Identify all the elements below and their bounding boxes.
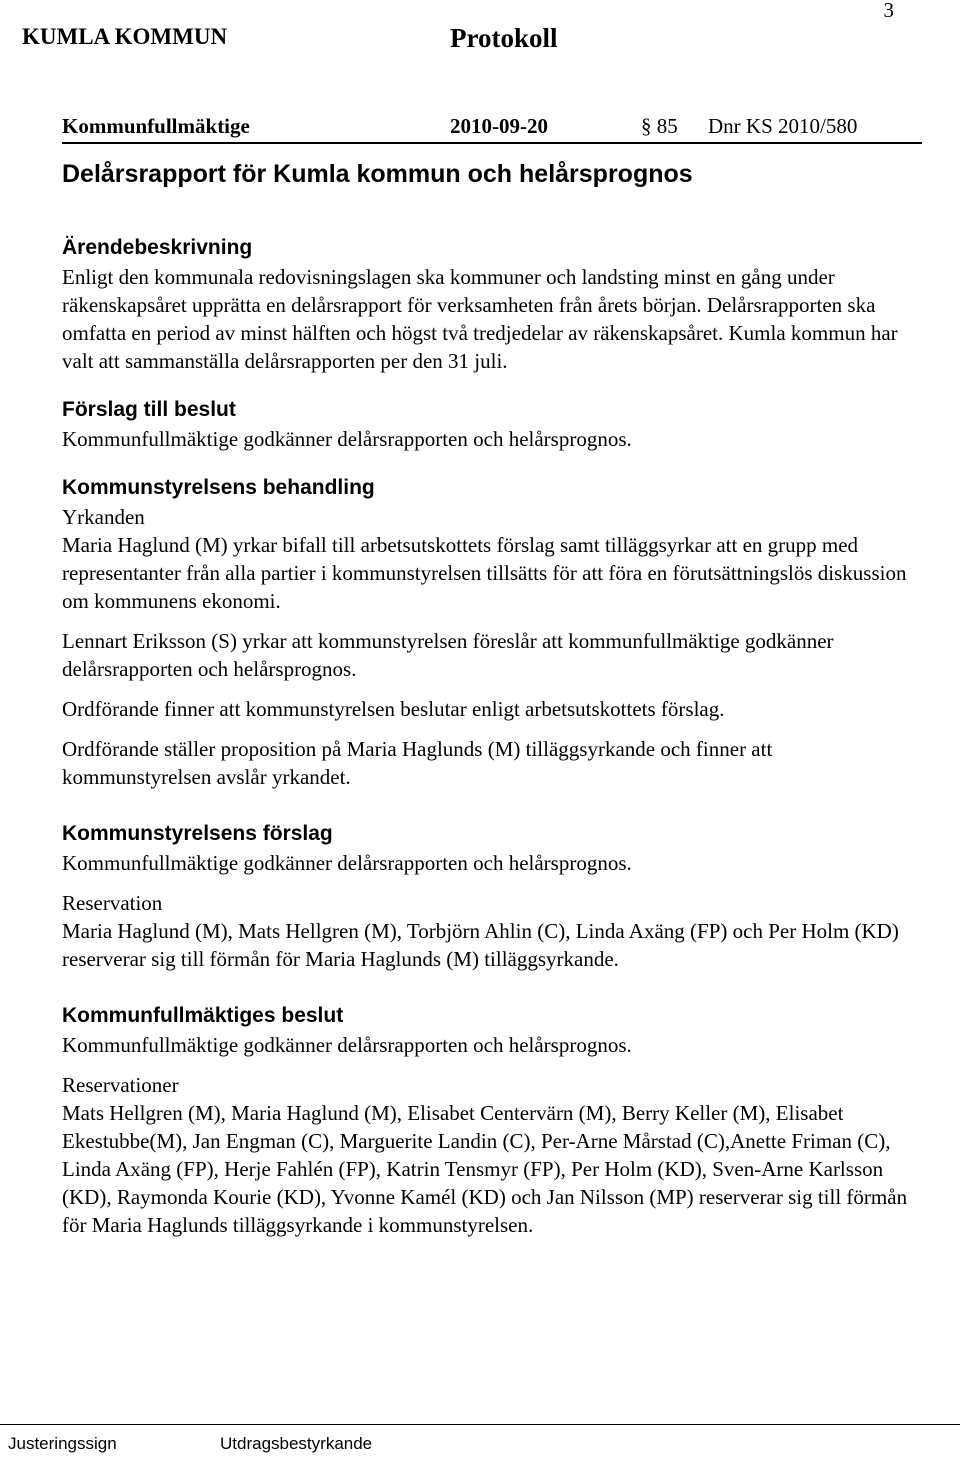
footer-justering: Justeringssign [8, 1434, 117, 1453]
text-reservation: Maria Haglund (M), Mats Hellgren (M), Torbjörn Ahlin (C), Linda Axäng (FP) och Per Holm (KD) reserverar sig till förmån för Maria Haglunds (M) tilläggsyrkande. [62, 919, 899, 971]
footer [0, 1424, 960, 1457]
diary-number: Dnr KS 2010/580 [708, 114, 858, 138]
section-number-value: 85 [656, 114, 678, 138]
text-ordforande-1: Ordförande finner att kommunstyrelsen beslutar enligt arbetsutskottets förslag. [62, 697, 725, 721]
page-number: 3 [883, 0, 894, 22]
text-forslag: Kommunfullmäktige godkänner delårsrapporten och helårsprognos. [62, 427, 632, 451]
heading-ks-behandling: Kommunstyrelsens behandling [62, 476, 375, 499]
heading-arendebeskrivning: Ärendebeskrivning [62, 236, 253, 259]
document-type: Protokoll [450, 23, 558, 53]
subheading-yrkanden: Yrkanden [62, 505, 145, 529]
text-ordforande-2: Ordförande ställer proposition på Maria Haglunds (M) tilläggsyrkande och finner att kommunstyrelsen avslår yrkandet. [62, 737, 773, 789]
organization-name: KUMLA KOMMUN [22, 24, 228, 49]
text-yrkande-2: Lennart Eriksson (S) yrkar att kommunstyrelsen föreslår att kommunfullmäktige godkänner delårsrapporten och helårsprognos. [62, 629, 834, 681]
heading-ks-forslag: Kommunstyrelsens förslag [62, 822, 333, 845]
text-kf-beslut: Kommunfullmäktige godkänner delårsrapporten och helårsprognos. [62, 1033, 632, 1057]
text-arendebeskrivning: Enligt den kommunala redovisningslagen ska kommuner och landsting minst en gång under räkenskapsåret upprätta en delårsrapport för verksamheten från årets början. Delårsrapporten ska omfatta en period av minst hälften och högst två tredjedelar av räkenskapsåret. Kumla kommun har valt att sammanställa delårsrapporten per den 31 juli. [62, 265, 898, 373]
heading-kf-beslut: Kommunfullmäktiges beslut [62, 1004, 344, 1027]
meta-line [62, 112, 922, 144]
section-number [641, 114, 678, 139]
text-reservationer: Mats Hellgren (M), Maria Haglund (M), Elisabet Centervärn (M), Berry Keller (M), Elisabet Ekestubbe(M), Jan Engman (C), Marguerite Landin (C), Per-Arne Mårstad (C),Anette Friman (C), Linda Axäng (FP), Herje Fahlén (FP), Katrin Tensmyr (FP), Per Holm (KD), Sven-Arne Karlsson (KD), Raymonda Kourie (KD), Yvonne Kamél (KD) och Jan Nilsson (MP) reserverar sig till förmån för Maria Haglunds tilläggsyrkande i kommunstyrelsen. [62, 1101, 908, 1237]
document-body [62, 157, 922, 1239]
label-reservationer: Reservationer [62, 1073, 179, 1097]
section-symbol: § [641, 114, 652, 138]
text-ks-forslag: Kommunfullmäktige godkänner delårsrapporten och helårsprognos. [62, 851, 632, 875]
label-reservation: Reservation [62, 891, 163, 915]
footer-utdrag: Utdragsbestyrkande [220, 1434, 373, 1453]
meeting-date: 2010-09-20 [450, 114, 548, 138]
heading-forslag: Förslag till beslut [62, 398, 236, 421]
meeting-body: Kommunfullmäktige [62, 114, 250, 138]
text-yrkande-1: Maria Haglund (M) yrkar bifall till arbetsutskottets förslag samt tilläggsyrkar att en grupp med representanter från alla partier i kommunstyrelsen tillsätts för att föra en förutsättningslös diskussion om kommunens ekonomi. [62, 533, 907, 613]
page-title: Delårsrapport för Kumla kommun och helårsprognos [62, 160, 693, 188]
